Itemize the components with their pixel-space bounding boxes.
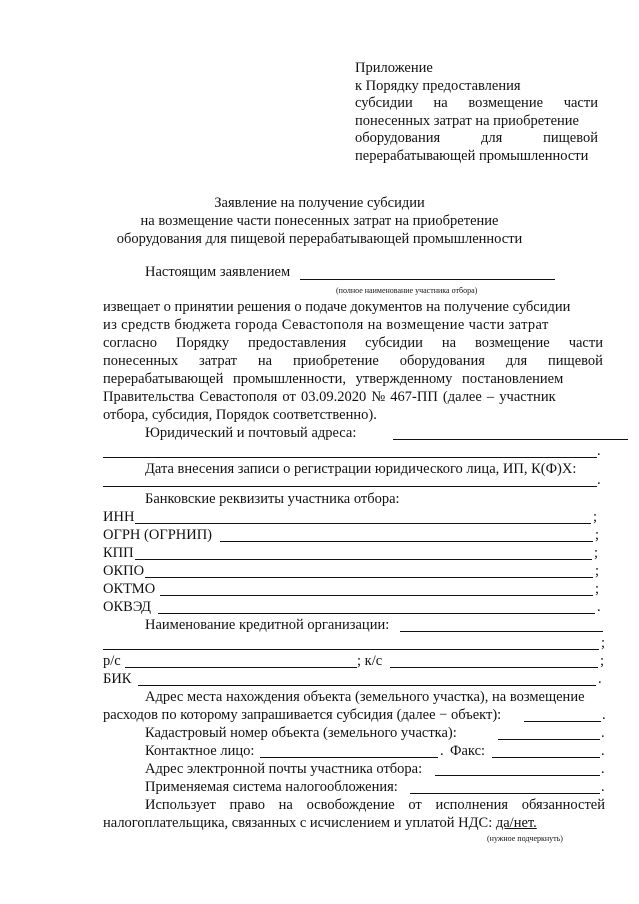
okved-label: ОКВЭД <box>103 599 152 615</box>
okved-line <box>158 613 595 614</box>
intro-text: Правительства Севастополя от 03.09.2020 № 467-ПП (далее – участник <box>103 389 556 405</box>
bank-details-label: Банковские реквизиты участника отбора: <box>145 491 400 507</box>
legal-address-label: Юридический и почтовый адреса: <box>145 425 357 441</box>
cadastral-line <box>498 739 600 740</box>
legal-address-line <box>393 439 628 440</box>
ogrn-end: ; <box>595 527 600 543</box>
underline-hint: (нужное подчеркнуть) <box>487 834 563 843</box>
document-title-line: на возмещение части понесенных затрат на приобретение <box>140 213 499 229</box>
cadastral-label: Кадастровый номер объекта (земельного участка): <box>145 725 457 741</box>
tax-system-line <box>410 793 600 794</box>
rs-label: р/с <box>103 653 121 669</box>
tax-system-label: Применяемая система налогообложения: <box>145 779 398 795</box>
reg-date-label: Дата внесения записи о регистрации юридического лица, ИП, К(Ф)Х: <box>145 461 577 477</box>
appendix-line: субсидии на возмещение части <box>355 95 598 112</box>
fax-end: . <box>601 743 605 759</box>
credit-org-line <box>400 631 603 632</box>
participant-name-hint: (полное наименование участника отбора) <box>336 286 478 295</box>
contact-line <box>260 757 438 758</box>
intro-lead: Настоящим заявлением <box>145 264 291 280</box>
reg-date-end: . <box>597 472 601 488</box>
credit-org-end: ; <box>601 635 606 651</box>
ogrn-label: ОГРН (ОГРНИП) <box>103 527 213 543</box>
okved-end: . <box>597 599 601 615</box>
inn-label: ИНН <box>103 509 135 525</box>
fax-line <box>492 757 600 758</box>
bik-end: . <box>598 671 602 687</box>
appendix-line: перерабатывающей промышленности <box>355 147 589 164</box>
intro-text: понесенных затрат на приобретение оборудования для пищевой <box>103 353 603 369</box>
intro-text: перерабатывающей промышленности, утвержденному постановлением <box>103 371 564 387</box>
bik-label: БИК <box>103 671 132 687</box>
contact-label: Контактное лицо: <box>145 743 255 759</box>
appendix-line: понесенных затрат на приобретение <box>355 112 579 129</box>
fax-label: Факс: <box>450 743 486 759</box>
appendix-block <box>355 60 598 166</box>
ks-end: ; <box>600 653 605 669</box>
document-title-line: оборудования для пищевой перерабатывающей промышленности <box>116 231 523 247</box>
appendix-line: к Порядку предоставления <box>355 77 521 94</box>
intro-text: извещает о принятии решения о подаче документов на получение субсидии <box>103 299 571 315</box>
vat-text-2: налогоплательщика, связанных с исчислением и уплатой НДС: да/нет. <box>103 815 537 831</box>
intro-text: согласно Порядку предоставления субсидии на возмещение части <box>103 335 603 351</box>
okpo-label: ОКПО <box>103 563 145 579</box>
intro-text: из средств бюджета города Севастополя на возмещение части затрат <box>103 317 549 333</box>
kpp-end: ; <box>594 545 599 561</box>
document-title-line: Заявление на получение субсидии <box>214 195 425 211</box>
rs-line <box>125 667 357 668</box>
credit-org-line-2 <box>103 649 599 650</box>
email-end: . <box>601 761 605 777</box>
email-line <box>435 775 600 776</box>
cadastral-end: . <box>601 725 605 741</box>
ks-label: ; к/с <box>357 653 383 669</box>
object-address-line <box>524 721 601 722</box>
ks-line <box>390 667 598 668</box>
oktmo-end: ; <box>595 581 600 597</box>
intro-text: отбора, субсидия, Порядок соответственно). <box>103 407 377 423</box>
tax-system-end: . <box>601 779 605 795</box>
okpo-end: ; <box>595 563 600 579</box>
object-address-label-2: расходов по которому запрашивается субсидия (далее − объект): <box>103 707 502 723</box>
kpp-line <box>135 559 592 560</box>
participant-name-line <box>300 279 555 280</box>
inn-line <box>135 523 591 524</box>
bik-line <box>138 685 596 686</box>
vat-choice: да/нет. <box>495 815 537 831</box>
appendix-line: оборудования для пищевой <box>355 130 598 147</box>
appendix-line: Приложение <box>355 60 433 76</box>
contact-end: . <box>440 743 444 759</box>
inn-end: ; <box>593 509 598 525</box>
vat-text: Использует право на освобождение от исполнения обязанностей <box>145 797 605 813</box>
kpp-label: КПП <box>103 545 134 561</box>
ogrn-line <box>220 541 593 542</box>
oktmo-label: ОКТМО <box>103 581 156 597</box>
oktmo-line <box>160 595 593 596</box>
okpo-line <box>145 577 593 578</box>
object-address-end: . <box>602 707 606 723</box>
legal-address-line-2 <box>103 457 597 458</box>
email-label: Адрес электронной почты участника отбора: <box>145 761 423 777</box>
reg-date-line <box>103 486 597 487</box>
legal-address-end: . <box>597 443 601 459</box>
object-address-label: Адрес места нахождения объекта (земельного участка), на возмещение <box>145 689 585 705</box>
credit-org-label: Наименование кредитной организации: <box>145 617 390 633</box>
